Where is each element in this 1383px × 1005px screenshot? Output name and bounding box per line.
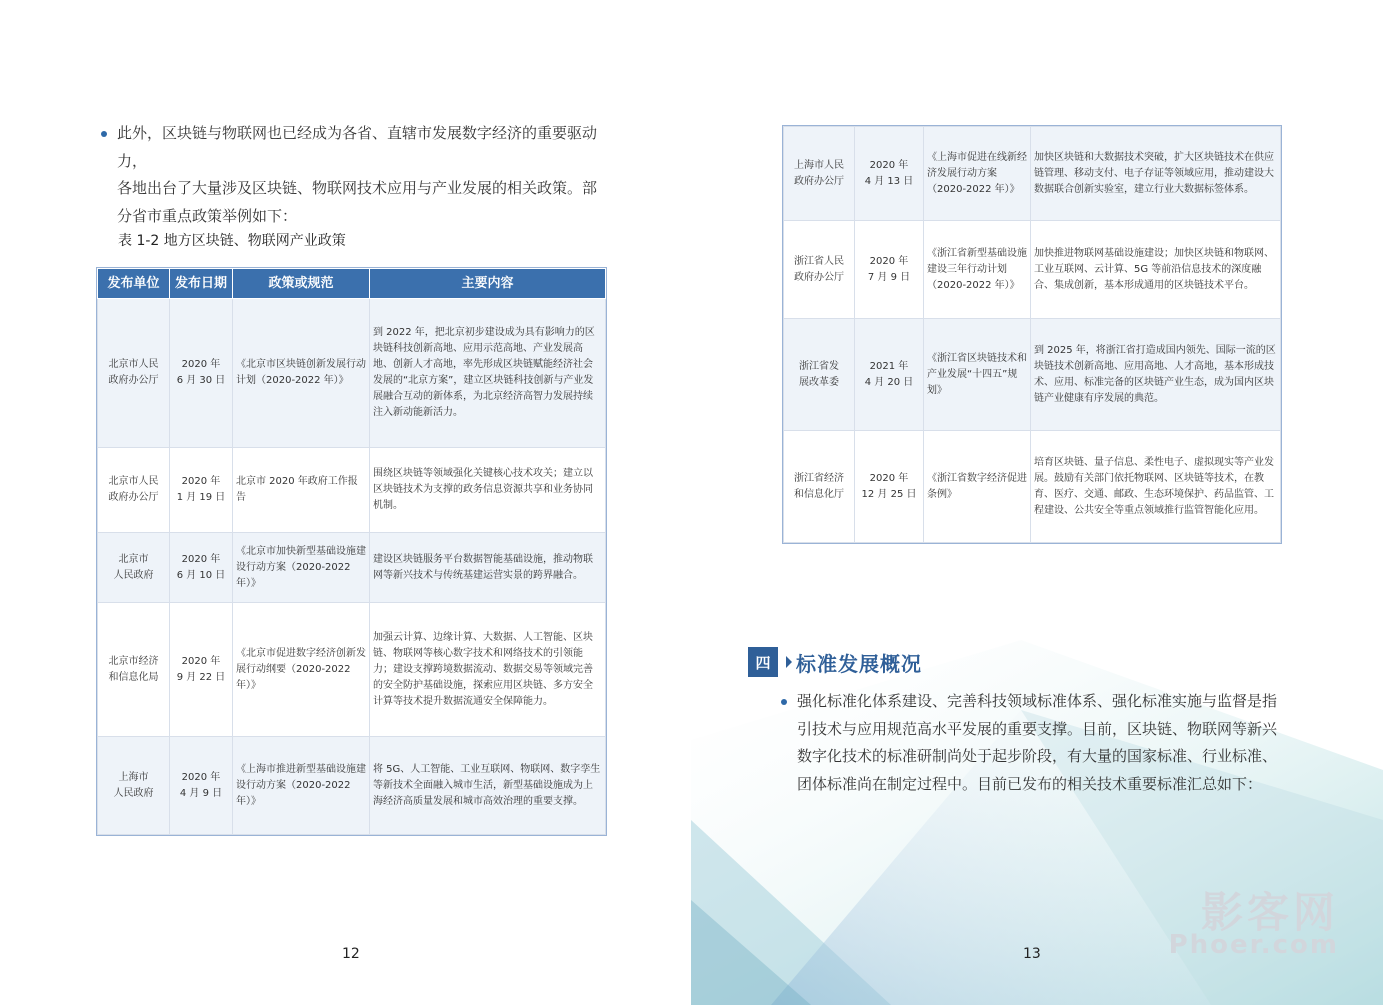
table-row xyxy=(98,448,606,533)
cell-content: 到 2025 年，将浙江省打造成国内领先、国际一流的区块链技术创新高地、应用高地、人才高地，基本形成技术、应用、标准完备的区块链产业生态，成为国内区块链产业健康有序发展的典范。 xyxy=(1031,319,1281,431)
cell-content: 到 2022 年，把北京初步建设成为具有影响力的区块链科技创新高地、应用示范高地、产业发展高地、创新人才高地，率先形成区块链赋能经济社会发展的“北京方案”，建立区块链科技创新与产业发展融合互动的新体系，为北京经济高智力发展持续注入新动能新活力。 xyxy=(370,299,606,448)
cell-policy: 《上海市推进新型基础设施建设行动方案（2020-2022 年）》 xyxy=(233,737,370,835)
cell-org: 上海市人民 政府办公厅 xyxy=(784,127,855,221)
table-row xyxy=(98,603,606,737)
cell-content: 建设区块链服务平台数据智能基础设施，推动物联网等新兴技术与传统基建运营实景的跨界融合。 xyxy=(370,533,606,603)
intro-line: 各地出台了大量涉及区块链、物联网技术应用与产业发展的相关政策。部 xyxy=(117,179,598,197)
cell-content: 加快推进物联网基础设施建设；加快区块链和物联网、工业互联网、云计算、5G 等前沿信息技术的深度融合、集成创新，基本形成通用的区块链技术平台。 xyxy=(1031,221,1281,319)
cell-content: 围绕区块链等领域强化关键核心技术攻关；建立以区块链技术为支撑的政务信息资源共享和业务协同机制。 xyxy=(370,448,606,533)
body-line: 强化标准化体系建设、完善科技领域标准体系、强化标准实施与监督是指 xyxy=(797,692,1278,710)
cell-policy: 北京市 2020 年政府工作报告 xyxy=(233,448,370,533)
chevron-right-icon xyxy=(786,656,792,668)
table-row xyxy=(784,319,1281,431)
cell-policy: 《北京市促进数字经济创新发展行动纲要（2020-2022 年）》 xyxy=(233,603,370,737)
watermark-url: Phoer.com xyxy=(1168,930,1339,960)
cell-date: 2020 年 1 月 19 日 xyxy=(170,448,233,533)
bullet-icon xyxy=(101,131,107,137)
body-line: 团体标准尚在制定过程中。目前已发布的相关技术重要标准汇总如下： xyxy=(797,774,1263,793)
table-row xyxy=(784,127,1281,221)
table-row xyxy=(98,737,606,835)
section-number-badge: 四 xyxy=(748,647,778,677)
cell-content: 加快区块链和大数据技术突破，扩大区块链技术在供应链管理、移动支付、电子存证等领域应用，推动建设大数据联合创新实验室，建立行业大数据标签体系。 xyxy=(1031,127,1281,221)
cell-date: 2020 年 4 月 13 日 xyxy=(855,127,924,221)
cell-org: 上海市 人民政府 xyxy=(98,737,170,835)
table-header-row xyxy=(98,269,606,299)
cell-org: 浙江省发 展改革委 xyxy=(784,319,855,431)
cell-policy: 《浙江省区块链技术和产业发展“十四五”规划》 xyxy=(924,319,1031,431)
cell-content: 将 5G、人工智能、工业互联网、物联网、数字孪生等新技术全面融入城市生活，新型基础设施成为上海经济高质量发展和城市高效治理的重要支撑。 xyxy=(370,737,606,835)
cell-policy: 《北京市区块链创新发展行动计划（2020-2022 年）》 xyxy=(233,299,370,448)
right-page xyxy=(691,0,1383,1005)
cell-date: 2020 年 12 月 25 日 xyxy=(855,431,924,543)
left-page xyxy=(0,0,691,1005)
cell-policy: 《上海市促进在线新经济发展行动方案（2020-2022 年）》 xyxy=(924,127,1031,221)
header-policy: 政策或规范 xyxy=(233,269,370,299)
cell-policy: 《浙江省新型基础设施建设三年行动计划（2020-2022 年）》 xyxy=(924,221,1031,319)
cell-date: 2020 年 9 月 22 日 xyxy=(170,603,233,737)
cell-org: 北京市人民 政府办公厅 xyxy=(98,299,170,448)
cell-org: 浙江省人民 政府办公厅 xyxy=(784,221,855,319)
cell-date: 2020 年 6 月 10 日 xyxy=(170,533,233,603)
page-number: 13 xyxy=(1023,946,1041,962)
page-number: 12 xyxy=(342,946,360,962)
policy-table-right xyxy=(783,126,1281,543)
cell-content: 培育区块链、量子信息、柔性电子、虚拟现实等产业发展。鼓励有关部门依托物联网、区块链等技术，在教育、医疗、交通、邮政、生态环境保护、药品监管、工程建设、公共安全等重点领域推行监管智能化应用。 xyxy=(1031,431,1281,543)
cell-date: 2021 年 4 月 20 日 xyxy=(855,319,924,431)
cell-org: 浙江省经济 和信息化厅 xyxy=(784,431,855,543)
intro-line: 分省市重点政策举例如下： xyxy=(117,206,298,225)
table-row xyxy=(98,533,606,603)
header-org: 发布单位 xyxy=(98,269,170,299)
cell-org: 北京市人民 政府办公厅 xyxy=(98,448,170,533)
cell-date: 2020 年 7 月 9 日 xyxy=(855,221,924,319)
header-content: 主要内容 xyxy=(370,269,606,299)
cell-policy: 《北京市加快新型基础设施建设行动方案（2020-2022 年）》 xyxy=(233,533,370,603)
cell-content: 加强云计算、边缘计算、大数据、人工智能、区块链、物联网等核心数字技术和网络技术的引领能力；建设支撑跨境数据流动、数据交易等领域完善的安全防护基础设施，探索应用区块链、多方安全计算等技术提升数据流通安全保障能力。 xyxy=(370,603,606,737)
body-line: 数字化技术的标准研制尚处于起步阶段，有大量的国家标准、行业标准、 xyxy=(797,747,1278,765)
table-row xyxy=(784,221,1281,319)
cell-policy: 《浙江省数字经济促进条例》 xyxy=(924,431,1031,543)
table-row xyxy=(98,299,606,448)
table-title: 表 1-2 地方区块链、物联网产业政策 xyxy=(118,233,346,249)
section-paragraph xyxy=(797,688,1297,798)
cell-date: 2020 年 4 月 9 日 xyxy=(170,737,233,835)
cell-org: 北京市 人民政府 xyxy=(98,533,170,603)
watermark-logo: 影客网 xyxy=(1200,888,1339,937)
policy-table-left xyxy=(97,268,606,835)
bullet-icon xyxy=(781,699,787,705)
intro-line: 此外，区块链与物联网也已经成为各省、直辖市发展数字经济的重要驱动力， xyxy=(117,124,598,170)
cell-date: 2020 年 6 月 30 日 xyxy=(170,299,233,448)
body-line: 引技术与应用规范高水平发展的重要支撑。目前，区块链、物联网等新兴 xyxy=(797,719,1278,738)
header-date: 发布日期 xyxy=(170,269,233,299)
cell-org: 北京市经济 和信息化局 xyxy=(98,603,170,737)
intro-paragraph xyxy=(117,120,617,230)
table-row xyxy=(784,431,1281,543)
section-title: 标准发展概况 xyxy=(796,652,922,676)
